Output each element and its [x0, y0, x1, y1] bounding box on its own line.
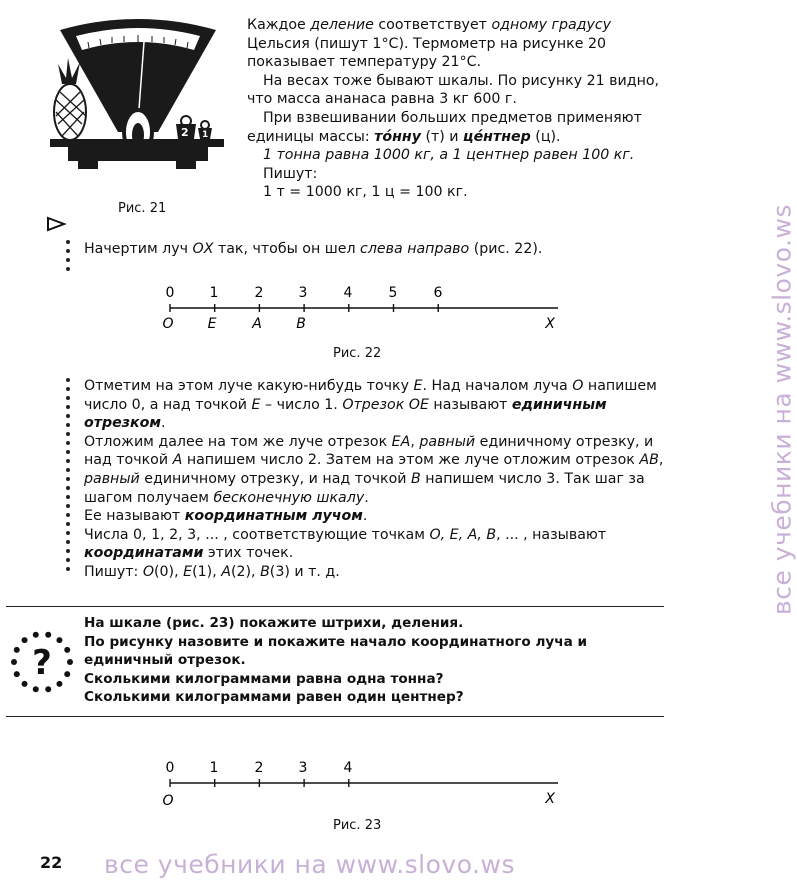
question-list	[84, 614, 670, 707]
question-item: Сколькими килограммами равна одна тонна?	[84, 670, 444, 687]
paragraph-infinite-scale: Отложим далее на том же луче отрезок ЕА, равный единичному отрезку, и над точкой А напишем число 2. Затем на этом же луче отложим отрезок АВ, равный единичному отрезку, и над точкой В напишем число 3. Так шаг за шагом получаем бесконечную шкалу.	[84, 433, 664, 506]
paragraph-coordinate-ray: Ее называют координатным лучом.	[84, 508, 368, 525]
main-text-block	[84, 377, 664, 582]
tick-number: 0	[165, 760, 175, 776]
coordinate-ray-fig22	[150, 280, 570, 340]
question-dot	[64, 647, 70, 653]
question-item: На шкале (рис. 23) покажите штрихи, деления.	[84, 615, 464, 631]
dotted-bar-main	[66, 378, 70, 576]
scales-figure	[48, 12, 226, 197]
top-text-block	[247, 16, 667, 202]
coordinate-ray-fig23	[150, 755, 570, 813]
tick-number: 2	[254, 285, 264, 301]
paragraph-division: Каждое деление соответствует одному градусу Цельсия (пишут 1°С). Термометр на рисунке 20 показывает температуру 21°С.	[247, 17, 612, 71]
question-item: По рисунку назовите и покажите начало координатного луча и единичный отрезок.	[84, 633, 588, 669]
tick-number: 3	[298, 285, 308, 301]
watermark-bottom: все учебники на www.slovo.ws	[104, 850, 515, 879]
question-dot	[33, 632, 39, 638]
question-dot	[22, 637, 28, 643]
question-bottom-rule	[6, 716, 664, 717]
paragraph-notation: Пишут: О(0), Е(1), А(2), В(3) и т. д.	[84, 563, 340, 580]
svg-text:2: 2	[181, 126, 189, 139]
question-dot	[33, 686, 39, 692]
watermark-vertical: все учебники на www.slovo.ws	[767, 204, 797, 615]
dotted-bar-intro	[66, 240, 70, 276]
scales-illustration	[48, 12, 226, 197]
page-number: 22	[40, 853, 63, 872]
fig23-caption: Рис. 23	[333, 818, 382, 833]
fig22-caption: Рис. 22	[333, 346, 382, 361]
question-dot	[14, 671, 20, 677]
paragraph-tonne-rule: 1 тонна равна 1000 кг, а 1 центнер равен 100 кг.	[263, 147, 635, 164]
question-dot	[56, 637, 62, 643]
section-marker-icon	[46, 216, 66, 232]
question-dot	[45, 686, 51, 692]
ray-end-label: X	[545, 791, 555, 807]
question-dot	[45, 632, 51, 638]
origin-label: O	[162, 793, 174, 809]
paragraph-formula: 1 т = 1000 кг, 1 ц = 100 кг.	[263, 184, 468, 201]
tick-number: 4	[343, 285, 353, 301]
tick-number: 4	[343, 760, 353, 776]
tick-number: 5	[388, 285, 398, 301]
question-dot	[11, 659, 17, 665]
point-label: A	[252, 316, 262, 332]
question-top-rule	[6, 606, 664, 607]
svg-text:?: ?	[32, 643, 52, 683]
question-dot	[64, 671, 70, 677]
paragraph-scales: На весах тоже бывают шкалы. По рисунку 21 видно, что масса ананаса равна 3 кг 600 г.	[247, 72, 660, 108]
question-dot	[22, 681, 28, 687]
ray-end-label: X	[545, 316, 555, 332]
tick-number: 1	[209, 285, 219, 301]
tick-number: 0	[165, 285, 175, 301]
paragraph-coordinates: Числа 0, 1, 2, 3, ... , соответствующие точкам О, Е, А, В, ... , называют координатами этих точек.	[84, 526, 607, 562]
tick-number: 1	[209, 760, 219, 776]
fig21-caption: Рис. 21	[118, 201, 167, 216]
paragraph-write-label: Пишут:	[263, 165, 318, 182]
tick-number: 6	[433, 285, 443, 301]
question-icon	[10, 630, 74, 694]
paragraph-units: При взвешивании больших предметов применяют единицы массы: то́нну (т) и це́нтнер (ц).	[247, 109, 642, 145]
point-label: O	[162, 316, 174, 332]
point-label: E	[207, 316, 217, 332]
ray-intro-text: Начертим луч ОХ так, чтобы он шел слева направо (рис. 22).	[84, 241, 543, 257]
question-dot	[56, 681, 62, 687]
question-dot	[14, 647, 20, 653]
point-label: B	[296, 316, 306, 332]
question-item: Сколькими килограммами равен один центнер?	[84, 689, 464, 706]
tick-number: 2	[254, 760, 264, 776]
question-dot	[67, 659, 73, 665]
tick-number: 3	[298, 760, 308, 776]
paragraph-unit-segment: Отметим на этом луче какую-нибудь точку Е. Над началом луча О напишем число 0, а над точкой Е – число 1. Отрезок ОЕ называют единичным отрезком.	[84, 378, 657, 432]
svg-text:1: 1	[202, 130, 209, 140]
